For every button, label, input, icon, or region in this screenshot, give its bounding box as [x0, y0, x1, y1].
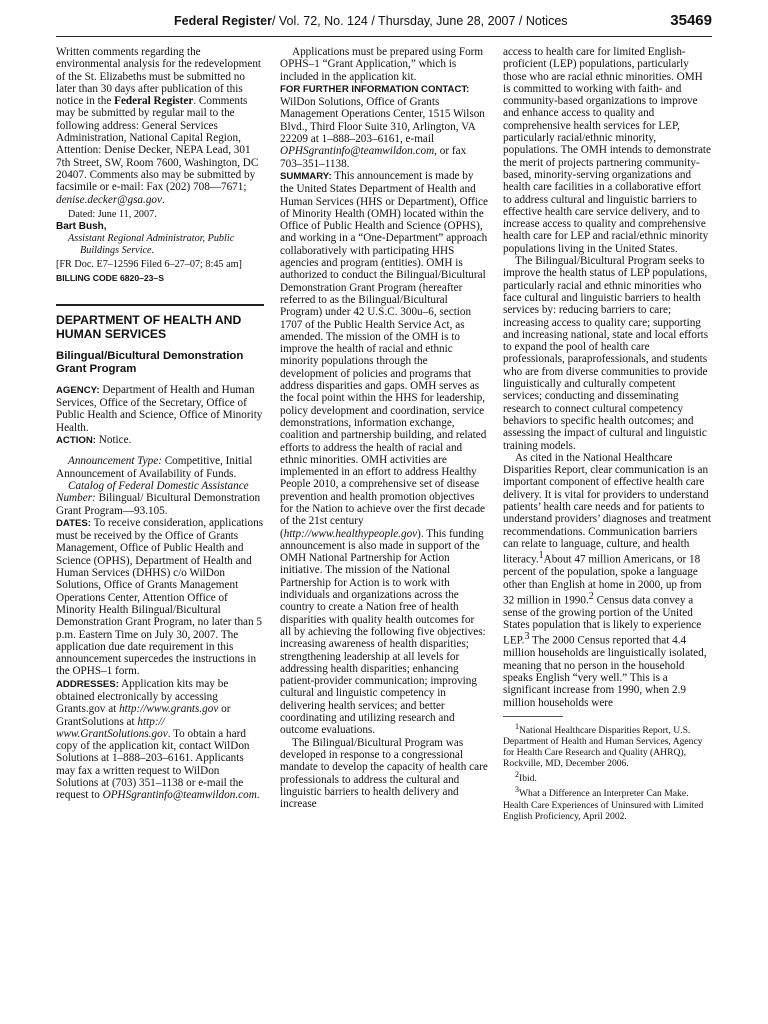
further-info-paragraph: FOR FURTHER INFORMATION CONTACT: WilDon Solutions, Office of Grants Management Operations Center, 1515 Wilson Blvd., Third Floor Suite 310, Arlington, VA 22209 at 1–888–203–6161, e-mail OPHSgrantinfo@teamwildon.com, or fax 703–351–1138.	[280, 83, 485, 170]
page-header	[56, 10, 712, 37]
program-paragraph: The Bilingual/Bicultural Program was developed in response to a congressional mandate to develop the capacity of health care professionals to address the cultural and linguistic barriers to health delivery and increase	[280, 736, 488, 811]
action-paragraph: ACTION: Notice.	[56, 434, 132, 447]
ophs-email-link[interactable]: OPHSgrantinfo@teamwildon.com	[102, 789, 257, 802]
footnote-ref[interactable]: 2	[588, 590, 594, 602]
fr-doc-line: [FR Doc. E7–12596 Filed 6–27–07; 8:45 am]	[56, 258, 242, 270]
signer-title: Assistant Regional Administrator, Public Buildings Service.	[68, 232, 235, 256]
billing-code: BILLING CODE 6820–23–S	[56, 272, 164, 283]
summary-paragraph: SUMMARY: This announcement is made by the United States Department of Health and Human Services (HHS or Department), Office of Minority Health (OMH) located within the Office of Public Health and Science (OPHS), and working in a “One-Department” approach collaboratively with participating HHS agencies and program (entities). OMH is authorized to conduct the Bilingual/Bicultural Demonstration Grant Program (hereafter referred to as the Bilingual/Bicultural Program) under 42 U.S.C. 300u–6, section 1707 of the Public Health Service Act, as amended. The mission of the OMH is to improve the health of racial and ethnic minority populations through the development of policies and programs that address disparities and gaps. OMH serves as the focal point within the HHS for leadership, policy development and coordination, service demonstrations, information exchange, coalition and partnership building, and related efforts to address the health of racial and ethnic minorities. OMH activities are implemented in an effort to address Healthy People 2010, a comprehensive set of disease prevention and health promotion objectives for the Nation to achieve over the first decade of the 21st century (http://www.healthypeople.gov). This funding announcement is also made in support of the OMH National Partnership for Action initiative. The mission of the National Partnership for Action is to work with individuals and organizations across the country to create a Nation free of health disparities with quality health outcomes for all by achieving the following five objectives: increasing awareness of health disparities; strengthening leadership at all levels for addressing health disparities; enhancing patient-provider communication; improving cultural and linguistic competency in delivering health services; and better coordinating and utilizing research and outcome evaluations.	[280, 169, 488, 737]
publication-title: Federal Register	[174, 14, 272, 28]
catalog-paragraph: Catalog of Federal Domestic Assistance Number: Bilingual/ Bicultural Demonstration Grant Program—93.105.	[56, 479, 261, 517]
addresses-paragraph: ADDRESSES: Application kits may be obtained electronically by accessing Grants.gov at http://www.grants.gov or GrantSolutions at http:// www.GrantSolutions.gov. To obtain a hard copy of the application kit, contact WilDon Solutions at 1–888–203–6161. Applicants may fax a written request to WilDon Solutions at (703) 351–1138 or e-mail the request to OPHSgrantinfo@teamwildon.com.	[56, 677, 260, 802]
application-form-paragraph: Applications must be prepared using Form OPHS–1 “Grant Application,” which is included in the application kit.	[280, 46, 484, 83]
footnote-divider	[503, 716, 563, 717]
email-link[interactable]: denise.decker@gsa.gov	[56, 193, 162, 206]
footnote-2: $^2$Ibid.	[515, 770, 537, 785]
grants-gov-link[interactable]: http://www.grants.gov	[119, 703, 219, 716]
footnote-ref[interactable]: 3	[524, 631, 530, 643]
section-divider	[56, 304, 264, 306]
agency-heading: DEPARTMENT OF HEALTH AND HUMAN SERVICES	[56, 312, 242, 341]
comments-paragraph: Written comments regarding the environmental analysis for the redevelopment of the St. Elizabeths must be submitted no later than 30 days after publication of this notice in the Federal Register. Comments may be submitted by regular mail to the following address: General Services Administration, National Capital Region, Attention: Denise Decker, NEPA Lead, 301 7th Street, SW, Room 7600, Washington, DC 20407. Comments also may be submitted by facsimile or e-mail: Fax (202) 708—7671; denise.decker@gsa.gov.	[56, 46, 262, 206]
program-goals-paragraph: The Bilingual/Bicultural Program seeks to improve the health status of LEP populations, particularly racial and ethnic minorities who face cultural and linguistic barriers to health services by: reducing barriers to care; increasing access to quality care; supporting and increasing national, state and local efforts to expand the pool of health care professionals, paraprofessionals, and students who are from diverse communities to provide linguistically and culturally competent services; conducting and disseminating research to connect cultural competency behaviors to specific health outcomes; and assessing the impact of cultural and linguistic training models.	[503, 255, 709, 452]
disparities-report-paragraph: As cited in the National Healthcare Disparities Report, clear communication is an important component of effective health care delivery. It is vital for providers to understand patients’ health care needs and for patients to understand providers’ diagnoses and treatment recommendations. Communication barriers can relate to language, culture, and health literacy.$^1$About 47 million Americans, or 18 percent of the population, spoke a language other than English at home in 2000, up from 32 million in 1990.$^2$ Census data convey a sense of the growing portion of the United States population that is likely to experience LEP.$^3$ The 2000 Census reported that 4.4 million households are linguistically isolated, meaning that no person in the household speaks English “very well.” This is a significant increase from 1990, when 2.9 million households were	[503, 451, 711, 709]
column-2	[280, 46, 488, 810]
healthypeople-link[interactable]: http://www.healthypeople.gov	[283, 527, 418, 540]
footnote-ref[interactable]: 1	[538, 550, 544, 562]
lep-access-paragraph: access to health care for limited English-proficient (LEP) populations, particularly those who are racial ethnic minorities. OMH is committed to working with faith- and community-based organizations to improve and enhance access to quality and comprehensive health services for LEP, particularly racial/ethnic minority, populations. The OMH intends to demonstrate the merit of projects partnering community-based, minority-serving organizations and health care facilities in a collaborative effort to address cultural and linguistic barriers to effective health care service delivery, and to increase access to quality and comprehensive health care for LEP and racial/ethnic minority populations living in the United States.	[503, 46, 711, 255]
dates-paragraph: DATES: To receive consideration, applications must be received by the Office of Grants Management, Office of Public Health and Science (OPHS), Department of Health and Human Services (DHHS) c/o WilDon Solutions, Office of Grants Management Operations Center, Attention Office of Minority Health Bilingual/Bicultural Demonstration Grant Program, no later than 5 p.m. Eastern Time on July 30, 2007. The application due date requirement in this announcement supercedes the instructions in the OPHS–1 form.	[56, 516, 264, 678]
subject-heading: Bilingual/Bicultural Demonstration Grant Program	[56, 349, 244, 375]
page-number: 35469	[670, 12, 712, 29]
column-1	[56, 46, 264, 802]
footnote-3: $^3$What a Difference an Interpreter Can Make. Health Care Experiences of Uninsured with Limited English Proficiency, April 2002.	[503, 785, 704, 822]
wildon-email-link[interactable]: OPHSgrantinfo@teamwildon.com	[280, 145, 435, 158]
header-citation	[174, 14, 568, 28]
column-3	[503, 46, 711, 822]
footnote-1: $^1$National Healthcare Disparities Report, U.S. Department of Health and Human Services, Agency for Health Care Research and Quality (AHRQ), Rockville, MD, December 2006.	[503, 721, 703, 770]
agency-paragraph: AGENCY: Department of Health and Human Services, Office of the Secretary, Office of Public Health and Science, Office of Minority Health.	[56, 383, 263, 434]
announcement-type-paragraph: Announcement Type: Competitive, Initial Announcement of Availability of Funds.	[56, 455, 253, 480]
grantsolutions-link[interactable]: http:// www.GrantSolutions.gov	[56, 715, 168, 740]
signer-name: Bart Bush,	[56, 220, 107, 232]
dated-line: Dated: June 11, 2007.	[68, 208, 157, 220]
issue-info: / Vol. 72, No. 124 / Thursday, June 28, 2007 / Notices	[271, 14, 568, 28]
